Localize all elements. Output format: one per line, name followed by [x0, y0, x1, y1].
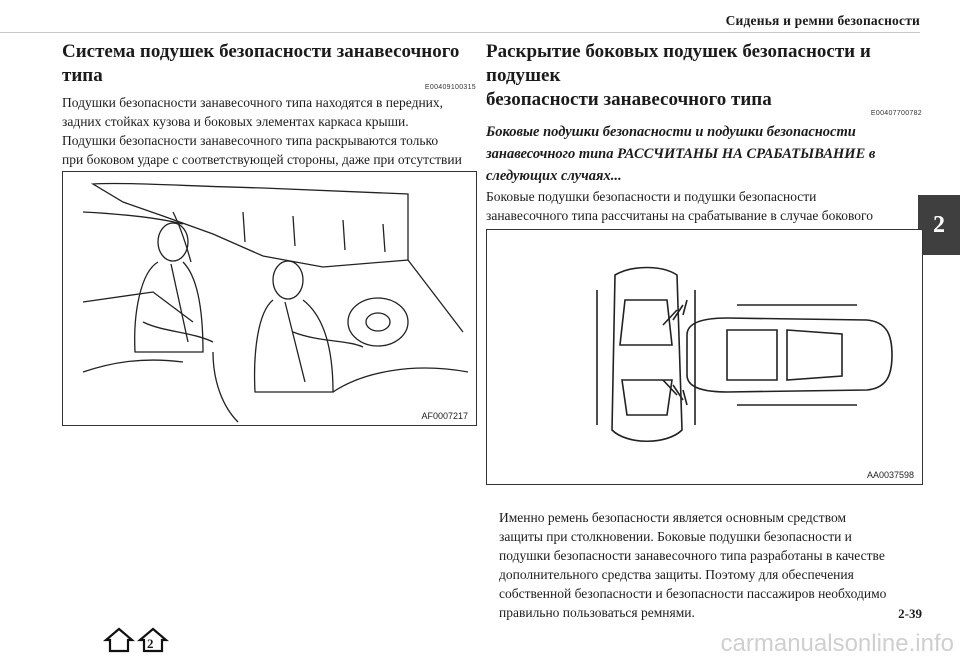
bottom-line-1: Именно ремень безопасности является основным средством: [499, 510, 847, 525]
curtain-airbag-figure: [62, 171, 477, 426]
right-line-2: занавесочного типа рассчитаны на срабатывание в случае бокового: [486, 208, 873, 223]
left-line-2: задних стойках кузова и боковых элементах каркаса крыши.: [62, 114, 409, 129]
warning-line-2: занавесочного типа РАССЧИТАНЫ НА СРАБАТЫВАНИЕ в: [486, 146, 876, 162]
left-figure-code: AF0007217: [421, 411, 468, 421]
right-section-title-line-1: Раскрытие боковых подушек безопасности и подушек: [486, 41, 871, 86]
chapter-tab[interactable]: 2: [918, 195, 960, 255]
warning-line-3: следующих случаях...: [486, 168, 622, 184]
curtain-airbag-illustration: [63, 172, 476, 425]
side-impact-figure: [486, 229, 923, 485]
header-divider: [0, 32, 920, 33]
navigation-icons[interactable]: [100, 626, 180, 654]
home-icon[interactable]: [100, 626, 180, 654]
left-column: [62, 40, 476, 188]
watermark-text: carmanualsonline.info: [720, 630, 954, 657]
left-line-1: Подушки безопасности занавесочного типа находятся в передних,: [62, 95, 444, 110]
side-impact-illustration: [487, 230, 922, 484]
bottom-line-2: защиты при столкновении. Боковые подушки безопасности и: [499, 529, 852, 544]
bottom-line-6: правильно пользоваться ремнями.: [499, 605, 695, 620]
bottom-line-5: собственной безопасности и безопасности пассажиров необходимо: [499, 586, 887, 601]
section-header-title: Сиденья и ремни безопасности: [725, 13, 920, 28]
right-section-code: E00407700782: [870, 110, 922, 117]
right-warning: [486, 121, 922, 187]
right-bottom-body: [499, 508, 919, 622]
chapter-home-badge: 2: [147, 636, 154, 651]
right-figure-code: AA0037598: [866, 470, 914, 480]
left-line-4: при боковом ударе с соответствующей стороны, даже при отсутствии: [62, 152, 462, 167]
right-line-1: Боковые подушки безопасности и подушки безопасности: [486, 189, 817, 204]
bottom-line-4: дополнительного средства защиты. Поэтому для обеспечения: [499, 567, 854, 582]
bottom-line-3: подушки безопасности занавесочного типа разработаны в качестве: [499, 548, 885, 563]
left-section-title: Система подушек безопасности занавесочного типа: [62, 41, 460, 86]
page-number: 2-39: [898, 606, 922, 621]
warning-line-1: Боковые подушки безопасности и подушки безопасности: [486, 124, 856, 140]
right-section-title-line-2: безопасности занавесочного типа: [486, 89, 772, 110]
left-section-code: E00409100315: [424, 84, 476, 91]
left-line-3: Подушки безопасности занавесочного типа раскрываются только: [62, 133, 439, 148]
